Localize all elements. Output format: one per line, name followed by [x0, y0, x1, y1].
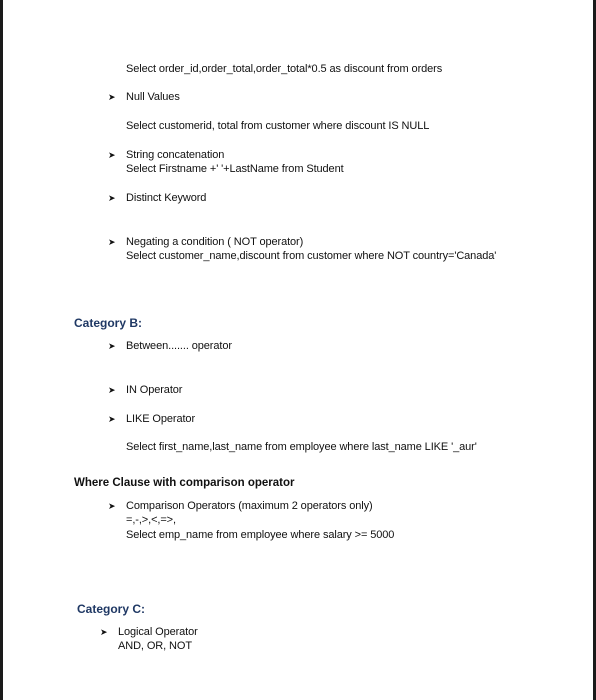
item-like-operator: LIKE Operator	[126, 413, 196, 425]
logical-operator-list: AND, OR, NOT	[118, 640, 192, 652]
comparison-operator-list: =,-,>,<,=>,	[126, 514, 176, 526]
item-between-operator: Between....... operator	[126, 340, 232, 352]
item-in-operator: IN Operator	[126, 384, 183, 396]
heading-category-c: Category C:	[77, 602, 146, 616]
bullet-arrow-icon: ➤	[108, 385, 116, 395]
bullet-arrow-icon: ➤	[108, 237, 116, 247]
sql-select-comparison: Select emp_name from employee where salary >= 5000	[126, 529, 395, 541]
page-border-left	[0, 0, 3, 700]
item-null-values: Null Values	[126, 91, 180, 103]
sql-select-concat: Select Firstname +' '+LastName from Student	[126, 163, 344, 175]
bullet-arrow-icon: ➤	[100, 627, 108, 637]
heading-where-clause: Where Clause with comparison operator	[74, 477, 295, 489]
item-comparison-operators: Comparison Operators (maximum 2 operators only)	[126, 500, 373, 512]
bullet-arrow-icon: ➤	[108, 92, 116, 102]
sql-select-null: Select customerid, total from customer where discount IS NULL	[126, 120, 430, 132]
bullet-arrow-icon: ➤	[108, 501, 116, 511]
item-string-concatenation: String concatenation	[126, 149, 225, 161]
item-logical-operator: Logical Operator	[118, 626, 198, 638]
bullet-arrow-icon: ➤	[108, 150, 116, 160]
item-distinct-keyword: Distinct Keyword	[126, 192, 207, 204]
sql-select-not: Select customer_name,discount from customer where NOT country='Canada'	[126, 250, 497, 262]
bullet-arrow-icon: ➤	[108, 414, 116, 424]
sql-select-discount: Select order_id,order_total,order_total*0.5 as discount from orders	[126, 63, 443, 75]
bullet-arrow-icon: ➤	[108, 341, 116, 351]
item-not-operator: Negating a condition ( NOT operator)	[126, 236, 304, 248]
sql-select-like: Select first_name,last_name from employee where last_name LIKE '_aur'	[126, 441, 477, 453]
heading-category-b: Category B:	[74, 316, 143, 330]
bullet-arrow-icon: ➤	[108, 193, 116, 203]
